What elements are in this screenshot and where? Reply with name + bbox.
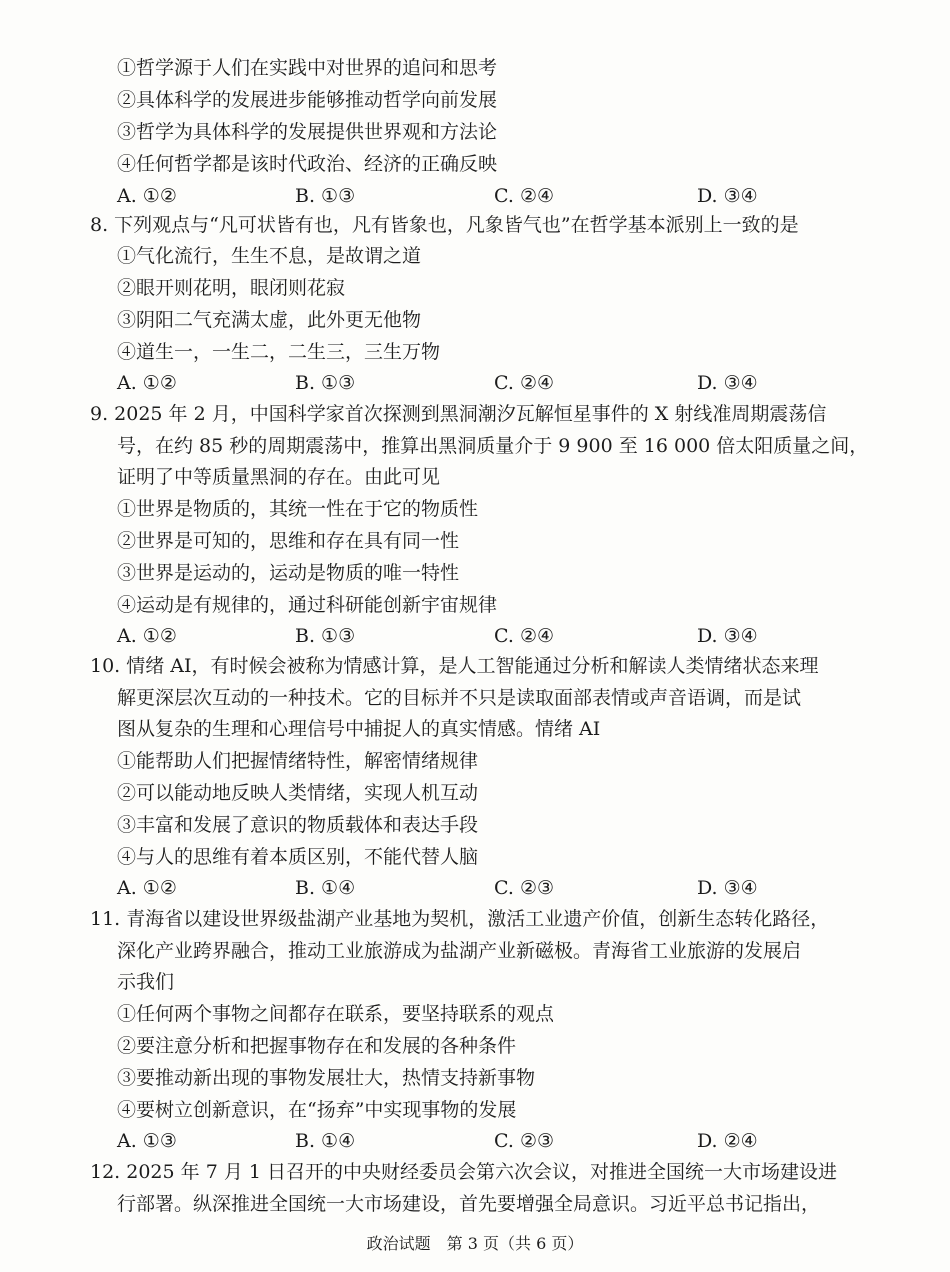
q10-item-3: ③丰富和发展了意识的物质载体和表达手段	[117, 814, 479, 836]
q7-item-3: ③哲学为具体科学的发展提供世界观和方法论	[117, 121, 498, 143]
q9-item-1: ①世界是物质的，其统一性在于它的物质性	[117, 498, 479, 520]
q10-item-4: ④与人的思维有着本质区别，不能代替人脑	[117, 846, 479, 868]
q9-item-3: ③世界是运动的，运动是物质的唯一特性	[117, 562, 460, 584]
q8-item-1: ①气化流行，生生不息，是故谓之道	[117, 245, 422, 267]
q9-options	[0, 620, 950, 652]
option-c: C. ②③	[494, 1130, 555, 1152]
option-d: D. ②④	[697, 1130, 758, 1152]
q10-stem-line-2: 解更深层次互动的一种技术。它的目标并不只是读取面部表情或声音语调，而是试	[117, 687, 802, 709]
q8-item-4: ④道生一，一生二，二生三，三生万物	[117, 341, 441, 363]
q12-stem-line-2: 行部署。纵深推进全国统一大市场建设，首先要增强全局意识。习近平总书记指出，	[117, 1193, 821, 1215]
option-b: B. ①③	[295, 372, 356, 394]
q7-item-1: ①哲学源于人们在实践中对世界的追问和思考	[117, 57, 498, 79]
q10-item-1: ①能帮助人们把握情绪特性，解密情绪规律	[117, 750, 479, 772]
option-c: C. ②④	[494, 372, 555, 394]
option-a: A. ①②	[117, 877, 177, 899]
option-b: B. ①④	[295, 877, 356, 899]
q10-stem-line-3: 图从复杂的生理和心理信号中捕捉人的真实情感。情绪 AI	[117, 718, 601, 740]
option-d: D. ③④	[697, 372, 758, 394]
option-c: C. ②③	[494, 877, 555, 899]
option-d: D. ③④	[697, 877, 758, 899]
q11-item-1: ①任何两个事物之间都存在联系，要坚持联系的观点	[117, 1003, 555, 1025]
option-a: A. ①②	[117, 625, 177, 647]
q10-item-2: ②可以能动地反映人类情绪，实现人机互动	[117, 782, 479, 804]
option-a: A. ①③	[117, 1130, 177, 1152]
option-d: D. ③④	[697, 185, 758, 207]
q8-stem-line-1: 8. 下列观点与“凡可状皆有也，凡有皆象也，凡象皆气也”在哲学基本派别上一致的是	[90, 214, 799, 236]
q9-item-2: ②世界是可知的，思维和存在具有同一性	[117, 530, 460, 552]
q10-stem-line-1: 10. 情绪 AI，有时候会被称为情感计算，是人工智能通过分析和解读人类情绪状态来理	[90, 655, 819, 677]
q11-item-2: ②要注意分析和把握事物存在和发展的各种条件	[117, 1035, 517, 1057]
option-a: A. ①②	[117, 372, 177, 394]
option-b: B. ①③	[295, 625, 356, 647]
option-b: B. ①④	[295, 1130, 356, 1152]
q9-item-4: ④运动是有规律的，通过科研能创新宇宙规律	[117, 594, 498, 616]
page-footer: 政治试题 第 3 页（共 6 页）	[366, 1234, 584, 1253]
q7-options	[0, 180, 950, 212]
q9-stem-line-1: 9. 2025 年 2 月，中国科学家首次探测到黑洞潮汐瓦解恒星事件的 X 射线准周期震荡信	[90, 403, 827, 425]
q7-item-2: ②具体科学的发展进步能够推动哲学向前发展	[117, 89, 498, 111]
option-d: D. ③④	[697, 625, 758, 647]
q8-item-3: ③阴阳二气充满太虚，此外更无他物	[117, 309, 422, 331]
q11-stem-line-1: 11. 青海省以建设世界级盐湖产业基地为契机，激活工业遗产价值，创新生态转化路径，	[90, 908, 830, 930]
option-a: A. ①②	[117, 185, 177, 207]
q8-options	[0, 367, 950, 399]
q11-item-4: ④要树立创新意识，在“扬弃”中实现事物的发展	[117, 1099, 517, 1121]
q9-stem-line-2: 号，在约 85 秒的周期震荡中，推算出黑洞质量介于 9 900 至 16 000 倍太阳质量之间，	[117, 435, 869, 457]
option-c: C. ②④	[494, 625, 555, 647]
q8-item-2: ②眼开则花明，眼闭则花寂	[117, 277, 346, 299]
q11-stem-line-2: 深化产业跨界融合，推动工业旅游成为盐湖产业新磁极。青海省工业旅游的发展启	[117, 940, 802, 962]
option-c: C. ②④	[494, 185, 555, 207]
q11-item-3: ③要推动新出现的事物发展壮大，热情支持新事物	[117, 1067, 536, 1089]
q10-options	[0, 872, 950, 904]
option-b: B. ①③	[295, 185, 356, 207]
q12-stem-line-1: 12. 2025 年 7 月 1 日召开的中央财经委员会第六次会议，对推进全国统一大市场建设进	[90, 1161, 837, 1183]
q11-options	[0, 1125, 950, 1157]
q9-stem-line-3: 证明了中等质量黑洞的存在。由此可见	[117, 466, 441, 488]
q11-stem-line-3: 示我们	[117, 971, 175, 993]
q7-item-4: ④任何哲学都是该时代政治、经济的正确反映	[117, 153, 498, 175]
